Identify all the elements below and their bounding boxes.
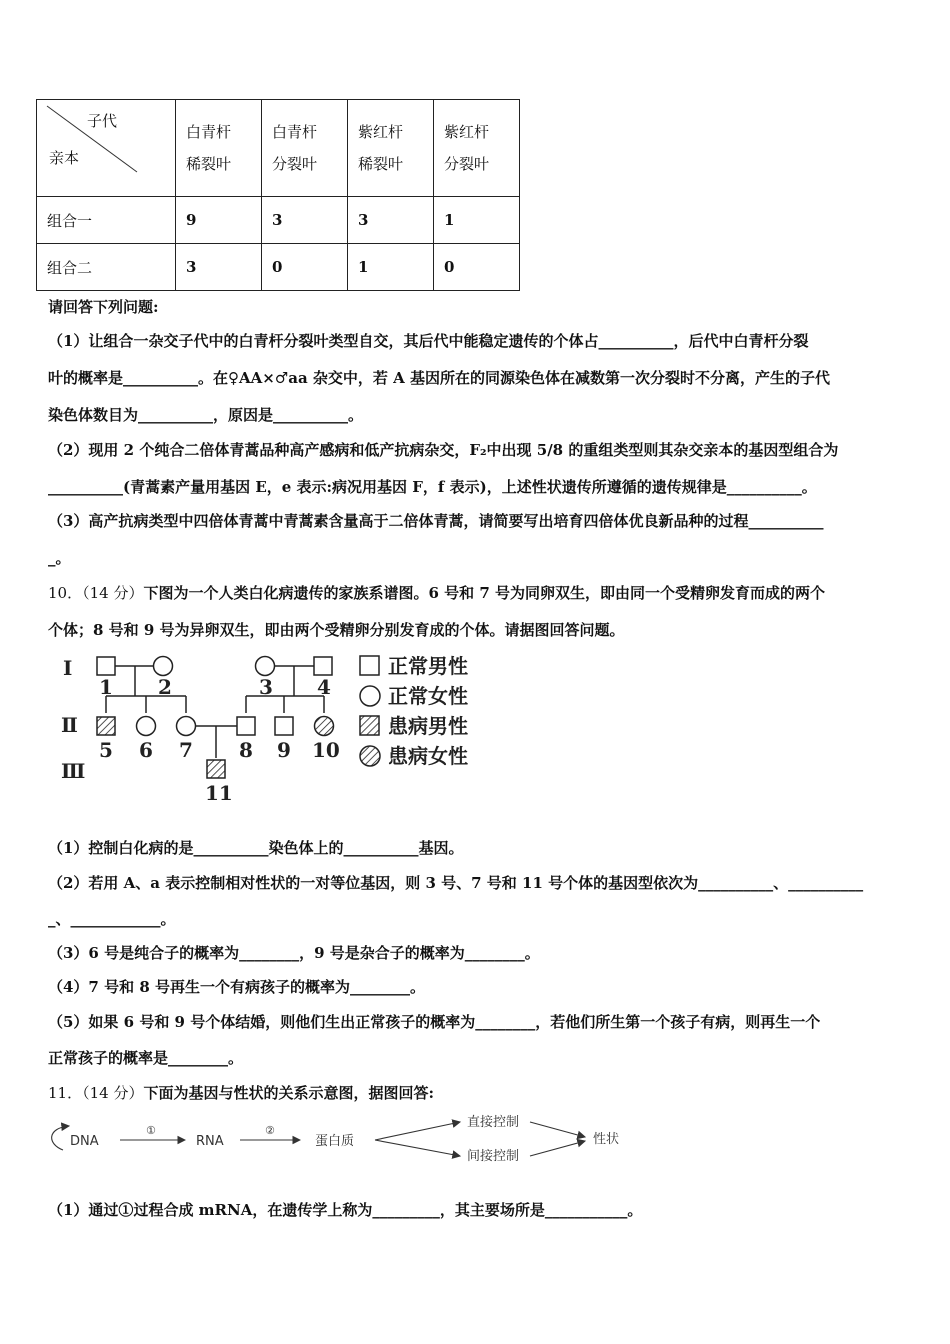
legend-normal-male-icon: [360, 656, 379, 675]
protein-label: 蛋白质: [315, 1134, 355, 1149]
cross-table: [36, 99, 520, 291]
q10-sub2-line1: （2）若用 A、a 表示控制相对性状的一对等位基因，则 3 号、7 号和 11 号个体的基因型依次为__________、__________: [48, 874, 864, 892]
table-cell: 1: [348, 244, 434, 291]
individual-number: 6: [139, 738, 153, 762]
individual-6-normal-female: [137, 717, 156, 736]
table-cell: 0: [262, 244, 348, 291]
table-header-cell: 紫红杆 稀裂叶: [348, 100, 434, 197]
corner-top-label: 子代: [86, 112, 117, 130]
individual-number: 3: [259, 675, 273, 699]
q10-intro-line1: 10．（14 分）下图为一个人类白化病遗传的家族系谱图。6 号和 7 号为同卵双生，即由同一个受精卵发育而成的两个: [48, 584, 825, 602]
q10-sub5-line1: （5）如果 6 号和 9 号个体结婚，则他们生出正常孩子的概率为________，若他们所生第一个孩子有病，则再生一个: [48, 1013, 821, 1031]
individual-7-normal-female: [177, 717, 196, 736]
q10-intro-line2: 个体；8 号和 9 号为异卵双生，即由两个受精卵分别发育成的个体。请据图回答问题。: [48, 621, 625, 639]
q9-part2-line1: （2）现用 2 个纯合二倍体青蒿品种高产感病和低产抗病杂交，F₂中出现 5/8 的重组类型则其杂交亲本的基因型组合为: [48, 441, 839, 459]
legend-affected-male-icon: [360, 716, 379, 735]
table-header-row: [37, 100, 520, 197]
q10-sub2-line2: _、____________。: [48, 910, 176, 928]
q9-part1-line1: （1）让组合一杂交子代中的白青杆分裂叶类型自交，其后代中能稳定遗传的个体占__________，后代中白青杆分裂: [48, 332, 809, 350]
individual-4-normal-male: [314, 657, 332, 675]
individual-3-normal-female: [256, 657, 275, 676]
individual-number: 11: [205, 781, 233, 805]
q10-sub3: （3）6 号是纯合子的概率为________，9 号是杂合子的概率为________。: [48, 944, 540, 962]
q9-part1-line2: 叶的概率是__________。在♀AA×♂aa 杂交中，若 A 基因所在的同源染色体在减数第一次分裂时不分离，产生的子代: [48, 369, 831, 387]
individual-number: 9: [277, 738, 291, 762]
gene-trait-diagram: [45, 1110, 645, 1170]
legend-normal-female-icon: [360, 686, 380, 706]
q10-sub4: （4）7 号和 8 号再生一个有病孩子的概率为________。: [48, 978, 425, 996]
table-cell: 3: [262, 197, 348, 244]
legend-label: 正常女性: [388, 684, 468, 708]
table-header-cell: 紫红杆 分裂叶: [434, 100, 520, 197]
legend-label: 患病女性: [388, 744, 468, 768]
indirect-control-arrow-2: [530, 1141, 585, 1156]
individual-number: 5: [99, 738, 113, 762]
generation-label: Ⅰ: [63, 656, 73, 680]
legend-label: 患病男性: [388, 714, 468, 738]
table-row-label: 组合二: [37, 244, 176, 291]
q11-sub1: （1）通过①过程合成 mRNA，在遗传学上称为_________，其主要场所是___________。: [48, 1201, 643, 1219]
trait-label: 性状: [593, 1132, 620, 1147]
individual-1-normal-male: [97, 657, 115, 675]
table-row-label: 组合一: [37, 197, 176, 244]
individual-10-affected-female: [315, 717, 334, 736]
legend-affected-female-icon: [360, 746, 380, 766]
q11-intro: 11．（14 分）下面为基因与性状的关系示意图，据图回答:: [48, 1084, 434, 1102]
table-row: [37, 244, 520, 291]
q9-part3-line2: _。: [48, 549, 71, 567]
table-cell: 1: [434, 197, 520, 244]
table-cell: 3: [348, 197, 434, 244]
table-cell: 0: [434, 244, 520, 291]
individual-11-affected-male: [207, 760, 225, 778]
direct-control-label: 直接控制: [467, 1115, 520, 1130]
q10-number: 10．（14 分）: [48, 584, 144, 602]
generation-label: Ⅱ: [61, 713, 78, 737]
q10-sub5-line2: 正常孩子的概率是________。: [48, 1049, 244, 1067]
q9-part3-line1: （3）高产抗病类型中四倍体青蒿中青蒿素含量高于二倍体青蒿，请简要写出培育四倍体优良新品种的过程__________: [48, 512, 824, 530]
table-header-cell: 白青杆 分裂叶: [262, 100, 348, 197]
step2-label: ②: [265, 1124, 275, 1137]
generation-label: Ⅲ: [61, 759, 86, 783]
table-header-cell: 白青杆 稀裂叶: [176, 100, 262, 197]
individual-number: 8: [239, 738, 253, 762]
individual-5-affected-male: [97, 717, 115, 735]
pedigree-chart: [55, 650, 475, 810]
q9-part1-line3: 染色体数目为__________，原因是__________。: [48, 406, 364, 424]
direct-control-arrow-2: [530, 1122, 585, 1137]
individual-number: 1: [99, 675, 113, 699]
table-corner-cell: [37, 100, 176, 197]
table-cell: 3: [176, 244, 262, 291]
individual-number: 4: [317, 675, 331, 699]
individual-number: 7: [179, 738, 193, 762]
q10-sub1: （1）控制白化病的是__________染色体上的__________基因。: [48, 839, 464, 857]
indirect-control-arrow-1: [375, 1140, 460, 1156]
individual-number: 10: [312, 738, 340, 762]
replication-loop-arrow: [52, 1126, 69, 1150]
dna-label: DNA: [70, 1134, 99, 1149]
direct-control-arrow-1: [375, 1122, 460, 1140]
corner-bottom-label: 亲本: [49, 149, 80, 167]
individual-9-normal-male: [275, 717, 293, 735]
individual-number: 2: [158, 675, 172, 699]
step1-label: ①: [146, 1124, 156, 1137]
individual-8-normal-male: [237, 717, 255, 735]
rna-label: RNA: [196, 1134, 224, 1149]
legend-label: 正常男性: [388, 654, 468, 678]
table-row: [37, 197, 520, 244]
individual-2-normal-female: [154, 657, 173, 676]
q9-part2-line2: __________(青蒿素产量用基因 E，e 表示:病况用基因 F，f 表示)，上述性状遗传所遵循的遗传规律是__________。: [48, 478, 817, 496]
table-cell: 9: [176, 197, 262, 244]
q11-number: 11．（14 分）: [48, 1084, 144, 1102]
q9-prompt: 请回答下列问题:: [48, 298, 159, 316]
indirect-control-label: 间接控制: [467, 1149, 520, 1164]
